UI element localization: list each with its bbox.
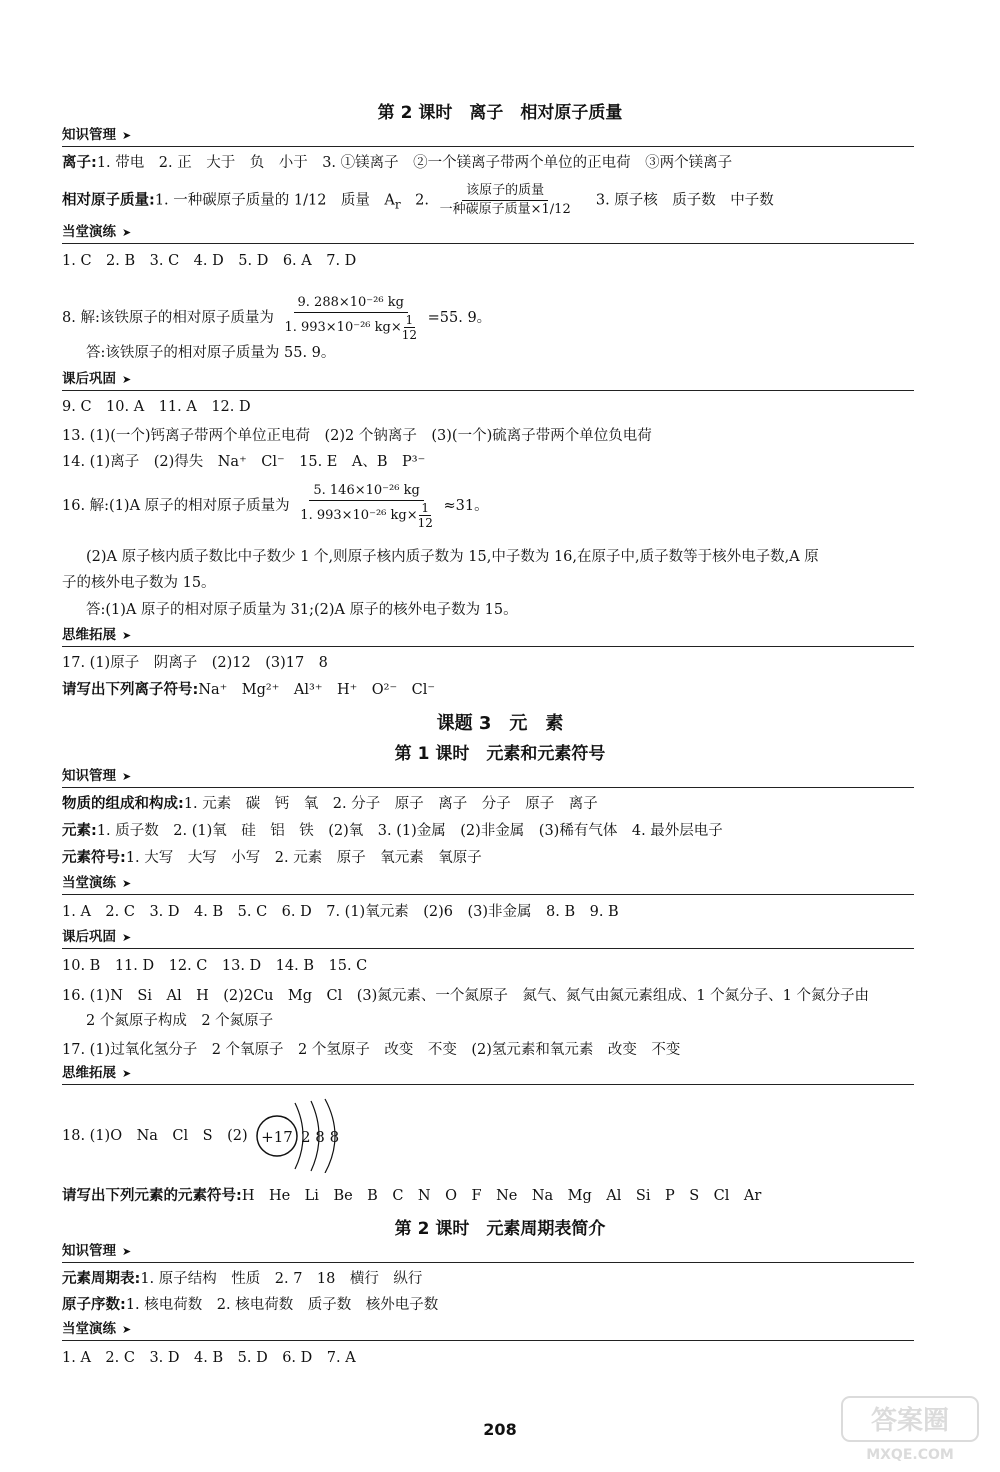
line-text: Na⁺ Mg²⁺ Al³⁺ H⁺ O²⁻ Cl⁻	[198, 682, 436, 698]
section-label: 当堂演练	[62, 1321, 116, 1337]
atom-structure-diagram	[255, 1093, 365, 1173]
answer-line: 答:(1)A 原子的相对原子质量为 31;(2)A 原子的核外电子数为 15。	[86, 602, 518, 618]
section-label: 思维拓展	[62, 1065, 116, 1081]
section-extension	[62, 1062, 914, 1085]
answer-line: 1. A 2. C 3. D 4. B 5. D 6. D 7. A	[62, 1350, 356, 1366]
section-label: 当堂演练	[62, 224, 116, 240]
arrow-icon: ➤	[122, 373, 132, 386]
arrow-icon: ➤	[122, 1245, 132, 1258]
answer-line: (2)A 原子核内质子数比中子数少 1 个,则原子核内质子数为 15,中子数为 16,在原子中,质子数等于核外电子数,A 原	[86, 549, 819, 565]
fraction	[436, 182, 575, 219]
subscript: r	[394, 197, 401, 212]
line-label: 离子:	[62, 155, 97, 171]
line-label: 原子序数:	[62, 1297, 126, 1313]
answer-line: 10. B 11. D 12. C 13. D 14. B 15. C	[62, 958, 368, 974]
line-label: 请写出下列离子符号:	[62, 682, 199, 698]
answer-line	[62, 680, 435, 700]
nucleus-charge: +17	[261, 1128, 293, 1146]
arrow-icon: ➤	[122, 931, 132, 944]
answer-line: 14. (1)离子 (2)得失 Na⁺ Cl⁻ 15. E A、B P³⁻	[62, 454, 426, 470]
section-knowledge	[62, 1240, 914, 1263]
answer-line: 17. (1)过氧化氢分子 2 个氧原子 2 个氢原子 改变 不变 (2)氢元素和氧元素 改变 不变	[62, 1042, 681, 1058]
electron-counts: 2 8 8	[301, 1128, 340, 1146]
lesson-title: 第 1 课时 元素和元素符号	[394, 744, 606, 764]
line-label: 元素:	[62, 823, 97, 839]
answer-line: 9. C 10. A 11. A 12. D	[62, 399, 251, 415]
mini-fraction	[402, 313, 417, 342]
denominator-text: 1. 993×10⁻²⁶ kg×	[300, 508, 418, 523]
section-practice	[62, 221, 914, 244]
answer-line	[62, 1269, 422, 1289]
line-text: H He Li Be B C N O F Ne Na Mg Al Si P S Cl Ar	[241, 1188, 762, 1204]
answer-line: 1. A 2. C 3. D 4. B 5. C 6. D 7. (1)氧元素 (2)6 (3)非金属 8. B 9. B	[62, 904, 619, 920]
answer-line	[62, 482, 489, 530]
denominator-text: 1. 993×10⁻²⁶ kg×	[284, 320, 402, 335]
mini-denominator: 12	[401, 328, 418, 342]
answer-line: 答:该铁原子的相对原子质量为 55. 9。	[86, 345, 336, 361]
line-text: 1. 原子结构 性质 2. 7 18 横行 纵行	[140, 1271, 423, 1287]
answer-line	[62, 821, 723, 841]
line-text: 1. 带电 2. 正 大于 负 小于 3. ①镁离子 ②一个镁离子带两个单位的正电荷 ③两个镁离子	[96, 155, 733, 171]
section-knowledge	[62, 765, 914, 788]
line-label: 请写出下列元素的元素符号:	[62, 1188, 242, 1204]
watermark-icon	[840, 1395, 980, 1465]
watermark-logo	[840, 1395, 980, 1465]
line-label: 相对原子质量:	[62, 192, 155, 209]
arrow-icon: ➤	[122, 770, 132, 783]
fraction-numerator: 9. 288×10⁻²⁶ kg	[294, 294, 408, 313]
fraction-denominator	[280, 313, 421, 342]
answer-line: 子的核外电子数为 15。	[62, 575, 216, 591]
line-label: 元素周期表:	[62, 1271, 141, 1287]
answer-line	[62, 1186, 761, 1206]
line-text: 1. 核电荷数 2. 核电荷数 质子数 核外电子数	[125, 1297, 439, 1313]
arrow-icon: ➤	[122, 1323, 132, 1336]
answer-line	[62, 182, 774, 219]
fraction-numerator: 5. 146×10⁻²⁶ kg	[309, 482, 423, 501]
section-practice	[62, 872, 914, 895]
section-label: 当堂演练	[62, 875, 116, 891]
fraction	[296, 482, 437, 530]
section-label: 课后巩固	[62, 929, 116, 945]
section-practice	[62, 1318, 914, 1341]
line-text: 3. 原子核 质子数 中子数	[581, 192, 774, 209]
watermark-text: 答案圈	[870, 1406, 950, 1436]
line-text: 1. 元素 碳 钙 氧 2. 分子 原子 离子 分子 原子 离子	[183, 796, 598, 812]
watermark-url: MXQE.COM	[866, 1447, 954, 1463]
arrow-icon: ➤	[122, 1067, 132, 1080]
arrow-icon: ➤	[122, 226, 132, 239]
answer-line: 17. (1)原子 阴离子 (2)12 (3)17 8	[62, 655, 328, 671]
mini-denominator: 12	[417, 516, 433, 530]
fraction	[280, 294, 421, 342]
answer-line: 13. (1)(一个)钙离子带两个单位正电荷 (2)2 个钠离子 (3)(一个)硫离子带两个单位负电荷	[62, 428, 652, 444]
line-text: 16. 解:(1)A 原子的相对原子质量为	[62, 498, 290, 514]
section-label: 知识管理	[62, 127, 116, 143]
answer-line	[62, 794, 598, 814]
line-text: 1. 质子数 2. (1)氧 硅 铝 铁 (2)氧 3. (1)金属 (2)非金属 (3)稀有气体 4. 最外层电子	[96, 823, 723, 839]
answer-line	[62, 294, 491, 342]
answer-line: 18. (1)O Na Cl S (2)	[62, 1128, 248, 1144]
answer-line	[62, 1295, 438, 1315]
lesson-title: 第 2 课时 元素周期表简介	[394, 1219, 606, 1239]
mini-fraction	[418, 501, 433, 530]
lesson-title: 第 2 课时 离子 相对原子质量	[377, 103, 623, 123]
topic-title: 课题 3 元 素	[436, 713, 564, 734]
arrow-icon: ➤	[122, 877, 132, 890]
answer-line: 2 个氮原子构成 2 个氮原子	[86, 1013, 274, 1029]
line-label: 元素符号:	[62, 850, 126, 866]
section-label: 知识管理	[62, 768, 116, 784]
section-extension	[62, 624, 914, 647]
line-text: 2.	[400, 192, 430, 209]
line-text: 1. 大写 大写 小写 2. 元素 原子 氧元素 氧原子	[125, 850, 482, 866]
fraction-denominator: 一种碳原子质量×1/12	[439, 202, 571, 217]
section-review	[62, 926, 914, 949]
fraction-numerator: 该原子的质量	[462, 182, 548, 201]
section-knowledge	[62, 124, 914, 147]
arrow-icon: ➤	[122, 129, 132, 142]
section-label: 知识管理	[62, 1243, 116, 1259]
section-label: 课后巩固	[62, 371, 116, 387]
answer-line: 1. C 2. B 3. C 4. D 5. D 6. A 7. D	[62, 253, 357, 269]
section-label: 思维拓展	[62, 627, 116, 643]
page-number: 208	[483, 1420, 517, 1439]
answer-line	[62, 153, 732, 173]
line-text: 8. 解:该铁原子的相对原子质量为	[62, 310, 274, 326]
answer-line	[62, 848, 482, 868]
line-label: 物质的组成和构成:	[62, 796, 184, 812]
line-text: 1. 一种碳原子质量的 1/12 质量 A	[154, 192, 395, 209]
line-text: ≈31。	[443, 498, 489, 514]
section-review	[62, 368, 914, 391]
line-text: =55. 9。	[427, 310, 492, 326]
mini-numerator: 1	[405, 313, 414, 327]
answer-line: 16. (1)N Si Al H (2)2Cu Mg Cl (3)氮元素、一个氮原子 氮气、氮气由氮元素组成、1 个氮分子、1 个氮分子由	[62, 988, 869, 1004]
mini-numerator: 1	[421, 501, 430, 515]
arrow-icon: ➤	[122, 629, 132, 642]
fraction-denominator	[296, 501, 437, 530]
